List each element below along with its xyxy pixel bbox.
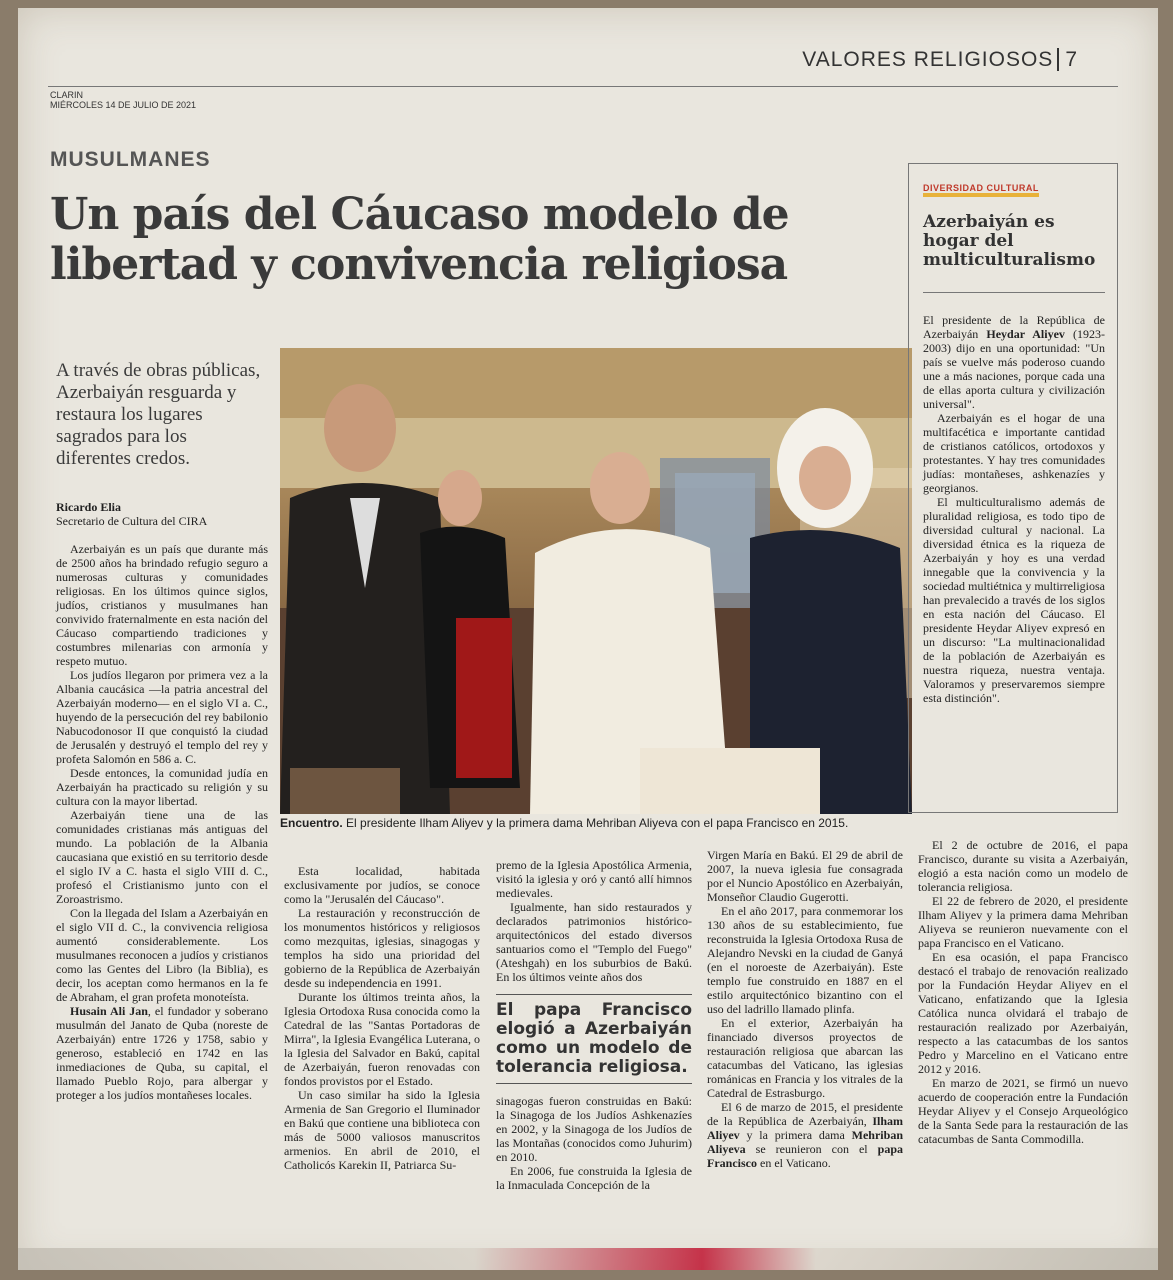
caption-text: El presidente Ilham Aliyev y la primera dama Mehriban Aliyeva con el papa Francisco en 2015. [346, 816, 849, 830]
issue-date: MIÉRCOLES 14 DE JULIO DE 2021 [50, 100, 197, 110]
paragraph: El 2 de octubre de 2016, el papa Francisco, durante su visita a Azerbaiyán, elogió a esta nación como un modelo de tolerancia religiosa. [918, 838, 1128, 894]
article-column-4 [707, 848, 903, 1170]
sidebar-box [908, 163, 1118, 813]
paragraph-text: se reunieron con el [745, 1142, 878, 1156]
newspaper-page [18, 8, 1158, 1270]
sidebar-body [923, 313, 1105, 705]
paragraph: Los judíos llegaron por primera vez a la Albania caucásica —la patria ancestral del Azerbaiyán moderno— en el siglo VI a. C., huyendo de la persecución del rey babilonio Nabucodonosor II que conquistó la ciudad de Jerusalén y destruyó el templo del rey y profeta Salomón en 586 a. C. [56, 668, 268, 766]
article-column-5 [918, 838, 1128, 1146]
byline [56, 500, 276, 528]
paragraph: La restauración y reconstrucción de los monumentos históricos y religiosos como mezquitas, iglesias, sinagogas y templos ha sido una prioridad del gobierno de la República de Azerbaiyán desde su independencia en 1991. [284, 906, 480, 990]
page-number: 7 [1057, 48, 1078, 71]
section-header [802, 48, 1078, 72]
paragraph [707, 1100, 903, 1170]
paragraph-text: en el Vaticano. [757, 1156, 831, 1170]
section-name: VALORES RELIGIOSOS [802, 48, 1054, 71]
paragraph-text: El presidente de la República de Azerbaiyán [923, 313, 1105, 341]
sidebar-kicker: DIVERSIDAD CULTURAL [923, 183, 1039, 197]
paragraph: En esa ocasión, el papa Francisco destacó el trabajo de renovación realizado por la Fundación Heydar Aliyev en el Vaticano, enfatizando que la Iglesia Católica nunca olvidará el trabajo de restauración realizado por Azerbaiyán, respecto a las catacumbas de los santos Pedro y Marcelino en el Vaticano entre 2012 y 2016. [918, 950, 1128, 1076]
paragraph: Esta localidad, habitada exclusivamente por judíos, se conoce como la "Jerusalén del Cáucaso". [284, 864, 480, 906]
paragraph: Desde entonces, la comunidad judía en Azerbaiyán ha practicado su religión y su cultura con la mayor libertad. [56, 766, 268, 808]
article-column-1 [56, 542, 268, 1102]
paragraph: sinagogas fueron construidas en Bakú: la Sinagoga de los Judíos Ashkenazíes en 2002, y la Sinagoga de los Judíos de las Montañas (conocidos como Juhurim) en 2010. [496, 1094, 692, 1164]
author-name: Ricardo Elia [56, 500, 121, 514]
article-photo [280, 348, 912, 814]
bold-name: Ilham Aliyev [707, 1114, 903, 1142]
header-rule [48, 86, 1118, 87]
paragraph: Igualmente, han sido restaurados y declarados patrimonios histórico-arquitectónicos del estado diversos santuarios como el "Templo del Fuego" (Ateshgah) en los suburbios de Bakú. En los últimos veinte años dos [496, 900, 692, 984]
author-role: Secretario de Cultura del CIRA [56, 514, 208, 528]
sidebar-title: Azerbaiyán es hogar del multiculturalismo [923, 213, 1105, 293]
paragraph: Con la llegada del Islam a Azerbaiyán en el siglo VII d. C., la convivencia religiosa aumentó considerablemente. Los musulmanes reconocen a judíos y cristianos como las Gentes del Libro (la Biblia), es decir, los aceptan como hermanos en la fe de Abraham, el gran profeta monoteísta. [56, 906, 268, 1004]
paragraph: En el exterior, Azerbaiyán ha financiado diversos proyectos de restauración religiosa que abarcan las catacumbas del Vaticano, las iglesias románicas en Francia y los vitrales de la Catedral de Estrasburgo. [707, 1016, 903, 1100]
article-deck: A través de obras públicas, Azerbaiyán resguarda y restaura los lugares sagrados para los diferentes credos. [56, 360, 261, 469]
paragraph: En el año 2017, para conmemorar los 130 años de su establecimiento, fue reconstruida la Iglesia Ortodoxa Rusa de Alejandro Nevski en la ciudad de Ganyá (en el noroeste de Azerbaiyán). Este templo fue construido en 1887 en el estilo arquitectónico bizantino con el uso del ladrillo llamado plinfa. [707, 904, 903, 1016]
paragraph: El 22 de febrero de 2020, el presidente Ilham Aliyev y la primera dama Mehriban Aliyeva se reunieron nuevamente con el papa Francisco en el Vaticano. [918, 894, 1128, 950]
masthead [50, 90, 196, 110]
paragraph: Azerbaiyán tiene una de las comunidades cristianas más antiguas del mundo. La población de la Albania caucasiana que existió en su territorio desde el siglo IV a C. hasta el siglo VIII d. C., profesó el Cristianismo junto con el Zoroastrismo. [56, 808, 268, 906]
newspaper-name: CLARIN [50, 90, 84, 100]
paragraph-text: y la primera dama [739, 1128, 852, 1142]
caption-label: Encuentro. [280, 816, 343, 830]
paragraph [923, 313, 1105, 411]
article-headline: Un país del Cáucaso modelo de libertad y convivencia religiosa [50, 189, 789, 290]
paragraph: Un caso similar ha sido la Iglesia Armenia de San Gregorio el Iluminador en Bakú que contiene una biblioteca con más de 5000 valiosos manuscritos armenios. En abril de 2010, el Catholicós Karekin II, Patriarca Su- [284, 1088, 480, 1172]
bold-name: Heydar Aliyev [986, 327, 1065, 341]
bold-name: Husain Ali Jan [70, 1004, 148, 1018]
paragraph: En 2006, fue construida la Iglesia de la Inmaculada Concepción de la [496, 1164, 692, 1192]
article-subhead: El papa Francisco elogió a Azerbaiyán como un modelo de tolerancia religiosa. [496, 994, 692, 1084]
bold-name: papa Francisco [707, 1142, 903, 1170]
paragraph: Azerbaiyán es un país que durante más de 2500 años ha brindado refugio seguro a numerosas culturas y comunidades religiosas. En los últimos quince siglos, judíos, cristianos y musulmanes han convivido fraternalmente en esta nación del Cáucaso compartiendo tradiciones y costumbres milenarias con armonía y respeto mutuo. [56, 542, 268, 668]
article-column-2 [284, 864, 480, 1172]
photo-caption [280, 816, 920, 830]
bold-name: Mehriban Aliyeva [707, 1128, 903, 1156]
paragraph-text: , el fundador y soberano musulmán del Janato de Quba (noreste de Azerbaiyán) entre 1726 y 1758, sabio y generoso, estableció en 1742 en las inmediaciones de Quba, su capital, el llamado Pueblo Rojo, para albergar y proteger a los judíos montañeses locales. [56, 1004, 268, 1102]
paragraph: Durante los últimos treinta años, la Iglesia Ortodoxa Rusa conocida como la Catedral de las "Santas Portadoras de Mirra", la Iglesia Evangélica Luterana, o la Iglesia del Salvador en Bakú, capital de Azerbaiyán, fueron renovadas con fondos provistos por el Estado. [284, 990, 480, 1088]
article-kicker: MUSULMANES [50, 148, 211, 171]
paragraph [56, 1004, 268, 1102]
article-column-3 [496, 858, 692, 1192]
paragraph-text: El 6 de marzo de 2015, el presidente de la República de Azerbaiyán, [707, 1100, 903, 1128]
paragraph: En marzo de 2021, se firmó un nuevo acuerdo de cooperación entre la Fundación Heydar Aliyev y el Consejo Arqueológico de la Santa Sede para la restauración de las catacumbas de Santa Commodilla. [918, 1076, 1128, 1146]
photo-illustration [280, 348, 912, 814]
paragraph: premo de la Iglesia Apostólica Armenia, visitó la iglesia y oró y cantó allí himnos medievales. [496, 858, 692, 900]
paragraph: El multiculturalismo además de pluralidad religiosa, es todo tipo de diversidad cultural y nacional. La diversidad étnica es la riqueza de Azerbaiyán y hoy es una verdad innegable que la convivencia y la sociedad multiétnica y multirreligiosa han prevalecido a través de los siglos en esta nación del Cáucaso. El presidente Heydar Aliyev expresó en un discurso: "La multinacionalidad de la población de Azerbaiyán es nuestra riqueza, nuestra ventaja. Valoramos y preservaremos siempre esta distinción". [923, 495, 1105, 705]
paragraph: Azerbaiyán es el hogar de una multifacética e importante cantidad de cristianos católicos, ortodoxos y protestantes. Y hay tres comunidades judías: montañeses, ashkenazíes y georgianos. [923, 411, 1105, 495]
paragraph-text: (1923-2003) dijo en una oportunidad: "Un país se vuelve más poderoso cuando une a más naciones, porque cada una de ellas aporta cultura y civilización universal". [923, 327, 1105, 411]
paragraph: Virgen María en Bakú. El 29 de abril de 2007, la nueva iglesia fue consagrada por el Nuncio Apostólico en Azerbaiyán, Monseñor Claudio Gugerotti. [707, 848, 903, 904]
next-page-strip [18, 1248, 1158, 1270]
